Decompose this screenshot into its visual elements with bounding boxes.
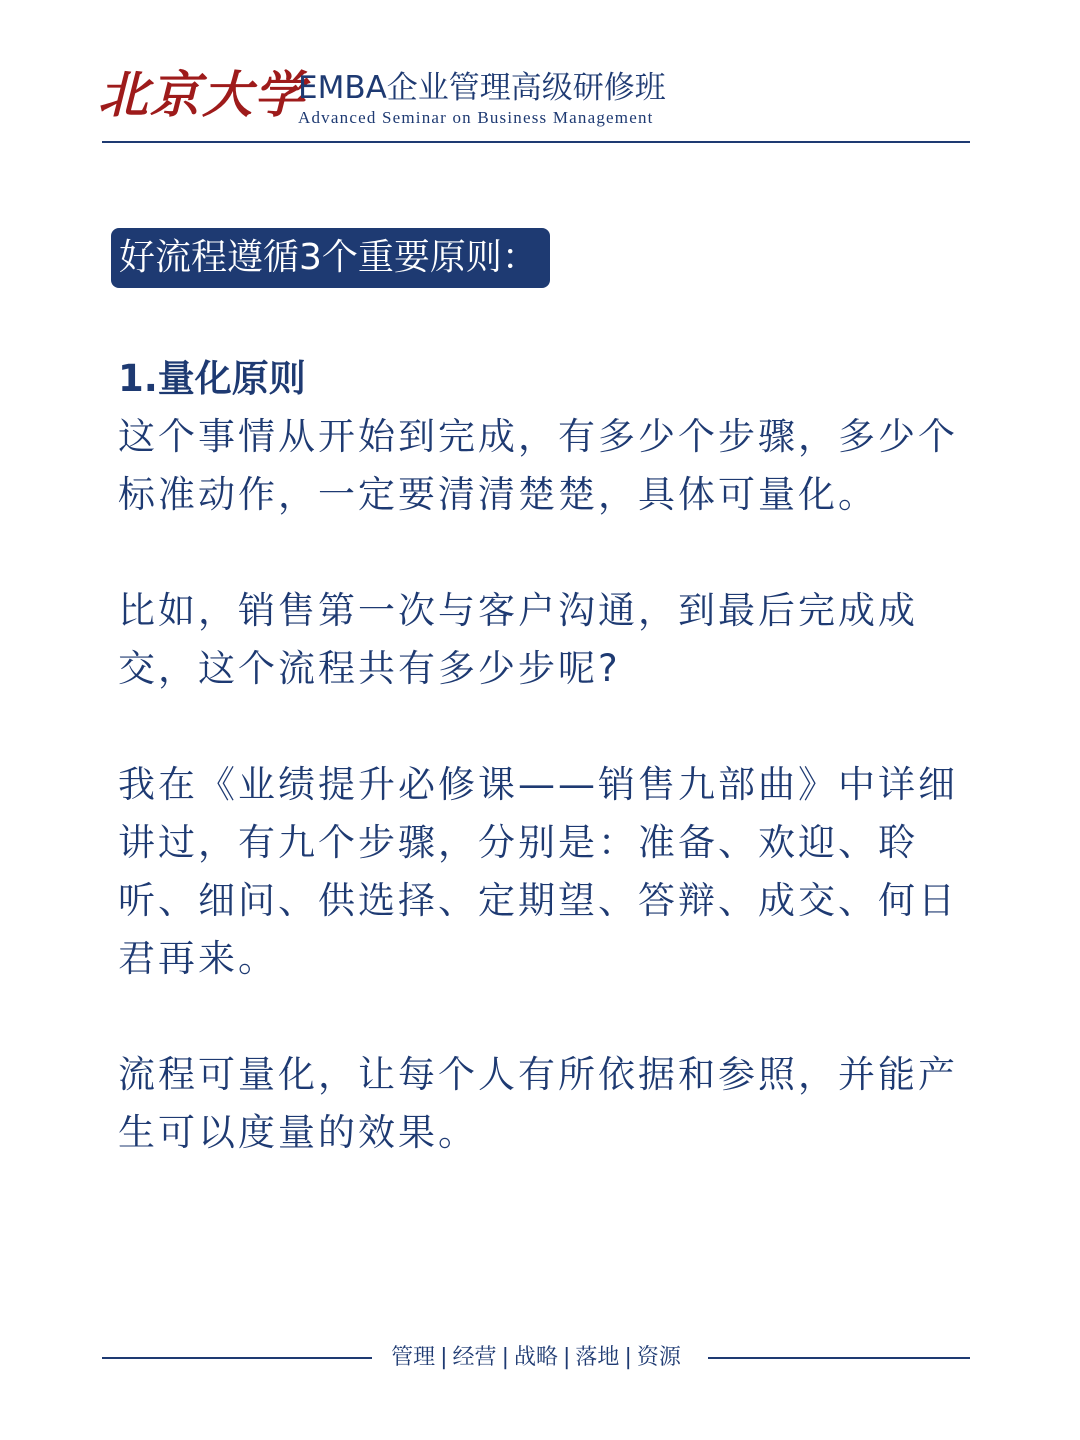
header-divider xyxy=(102,141,970,143)
footer-tag: 落地 xyxy=(575,1345,620,1370)
paragraph-conclusion: 流程可量化，让每个人有所依据和参照，并能产生可以度量的效果。 xyxy=(118,1053,958,1154)
footer-separator: | xyxy=(501,1345,509,1370)
section-title-badge: 好流程遵循3个重要原则： xyxy=(111,228,550,288)
article-body xyxy=(118,350,963,1220)
footer-tag: 战略 xyxy=(513,1345,558,1370)
footer-tag: 资源 xyxy=(636,1345,681,1370)
footer-tag: 经营 xyxy=(452,1345,497,1370)
footer-separator: | xyxy=(624,1345,632,1370)
paragraph-steps: 我在《业绩提升必修课——销售九部曲》中详细讲过，有九个步骤，分别是：准备、欢迎、聆听、细问、供选择、定期望、答辩、成交、何日君再来。 xyxy=(118,763,958,980)
footer-line-left xyxy=(102,1357,372,1359)
principle-heading: 1.量化原则 xyxy=(118,357,306,400)
footer-line-right xyxy=(708,1357,970,1359)
footer-tags xyxy=(386,1338,686,1378)
header xyxy=(98,64,970,134)
footer-tag: 管理 xyxy=(391,1345,436,1370)
program-title: EMBA企业管理高级研修班 xyxy=(298,70,666,106)
footer-separator: | xyxy=(563,1345,571,1370)
footer xyxy=(102,1338,970,1378)
program-subtitle: Advanced Seminar on Business Management xyxy=(298,108,654,127)
paragraph-definition: 这个事情从开始到完成，有多少个步骤，多少个标准动作，一定要清清楚楚，具体可量化。 xyxy=(118,415,958,516)
paragraph-example: 比如，销售第一次与客户沟通，到最后完成成交，这个流程共有多少步呢? xyxy=(118,589,918,690)
university-logo: 北京大学 xyxy=(98,65,306,124)
footer-separator: | xyxy=(440,1345,448,1370)
